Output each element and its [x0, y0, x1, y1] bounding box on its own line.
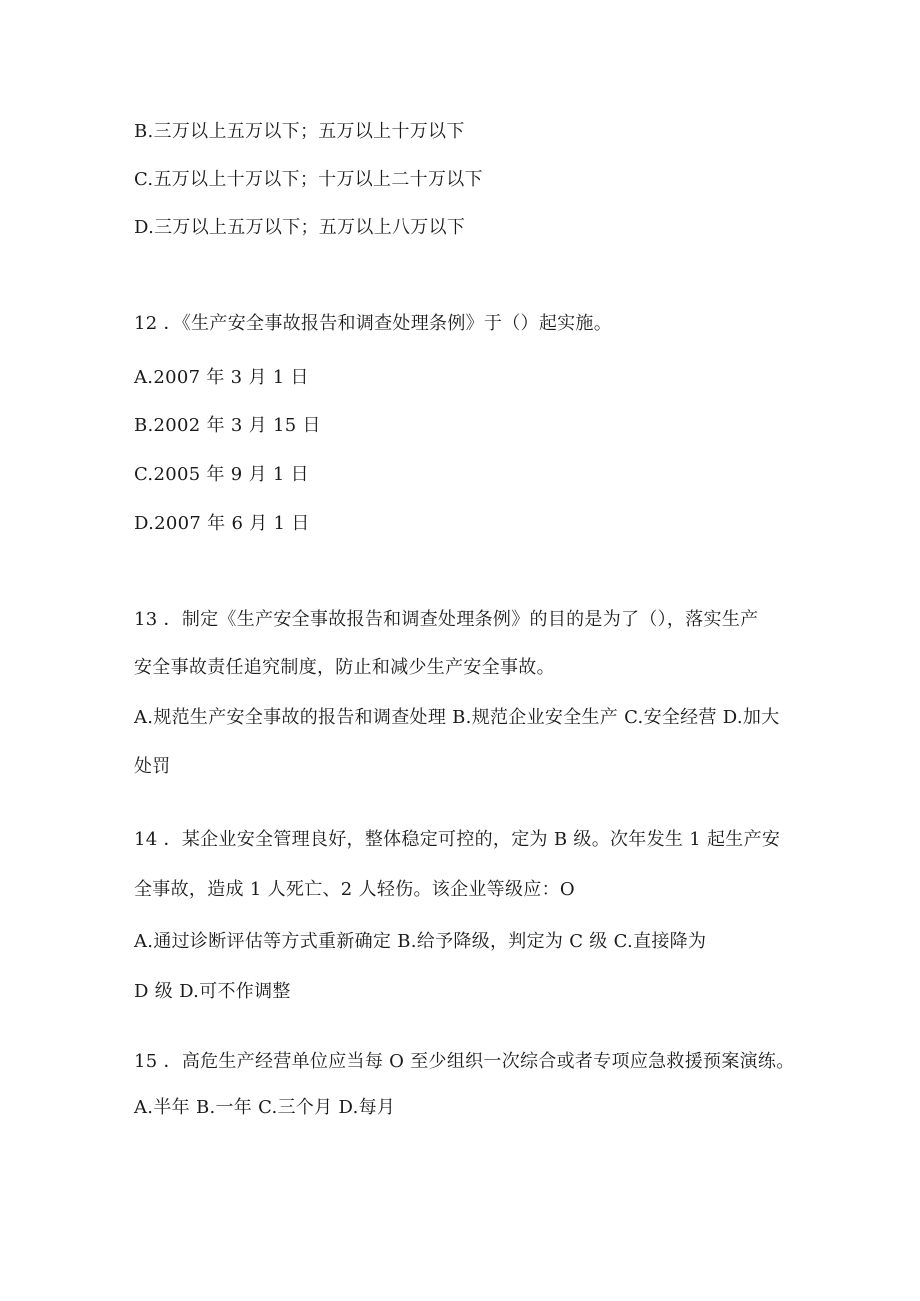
option-line: B.2002 年 3 月 15 日	[134, 415, 321, 436]
option-line: C.2005 年 9 月 1 日	[134, 464, 309, 485]
option-line: D 级 D.可不作调整	[134, 981, 291, 1002]
question-12-text: 12 ．《生产安全事故报告和调查处理条例》于（）起实施。	[134, 313, 613, 334]
question-13-text: 13 ．制定《生产安全事故报告和调查处理条例》的目的是为了（），落实生产	[134, 609, 759, 630]
option-line: A.规范生产安全事故的报告和调查处理 B.规范企业安全生产 C.安全经营 D.加大	[134, 707, 780, 728]
option-line: B.三万以上五万以下；五万以上十万以下	[134, 121, 465, 142]
option-line: A.通过诊断评估等方式重新确定 B.给予降级，判定为 C 级 C.直接降为	[134, 931, 707, 952]
question-15-text: 15 ．高危生产经营单位应当每 O 至少组织一次综合或者专项应急救援预案演练。	[134, 1051, 795, 1072]
option-line: C.五万以上十万以下；十万以上二十万以下	[134, 169, 483, 190]
option-line: A.半年 B.一年 C.三个月 D.每月	[134, 1097, 396, 1118]
option-line: D.2007 年 6 月 1 日	[134, 513, 310, 534]
question-13-text: 安全事故责任追究制度，防止和减少生产安全事故。	[134, 657, 555, 678]
option-line: 处罚	[134, 756, 171, 777]
question-14-text: 全事故，造成 1 人死亡、2 人轻伤。该企业等级应：O	[134, 879, 575, 900]
option-line: D.三万以上五万以下；五万以上八万以下	[134, 217, 466, 238]
option-line: A.2007 年 3 月 1 日	[134, 367, 309, 388]
question-14-text: 14 ．某企业安全管理良好，整体稳定可控的，定为 B 级。次年发生 1 起生产安	[134, 829, 781, 850]
